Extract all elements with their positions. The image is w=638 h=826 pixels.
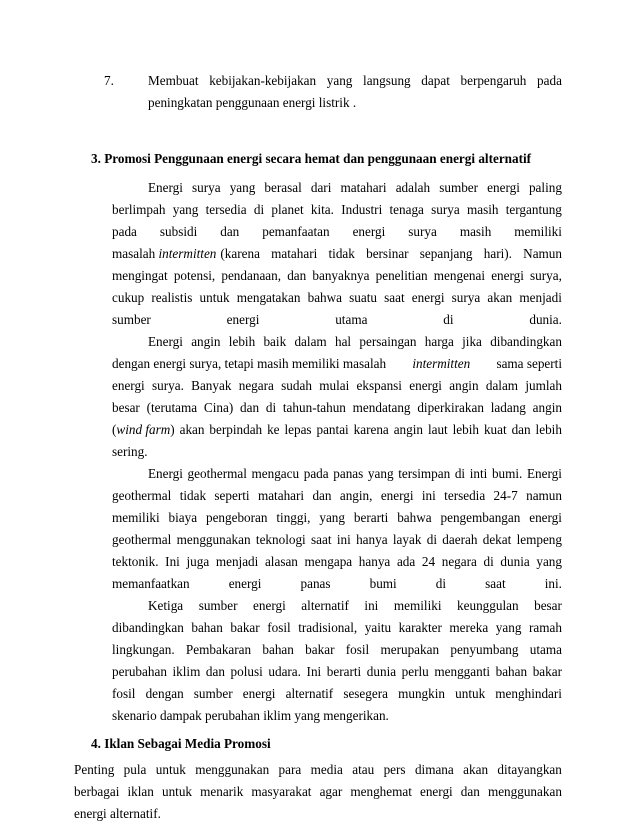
word: untuk bbox=[455, 686, 486, 701]
word: inti bbox=[469, 466, 488, 481]
word: langsung bbox=[363, 73, 411, 88]
word: ekspansi bbox=[356, 378, 402, 393]
word: realistis bbox=[151, 290, 193, 305]
word: yang bbox=[229, 180, 256, 195]
word: dan bbox=[287, 268, 307, 283]
word: dunia bbox=[500, 554, 530, 569]
word: pers bbox=[383, 762, 406, 777]
word: hari). bbox=[483, 246, 512, 261]
word: bumi bbox=[369, 576, 397, 591]
paragraph-line bbox=[112, 532, 562, 548]
word: dan bbox=[220, 224, 240, 239]
word: energi bbox=[419, 784, 453, 799]
word: ada bbox=[396, 554, 416, 569]
word: seperti bbox=[214, 488, 250, 503]
word: mengganti bbox=[434, 664, 491, 679]
word: besar bbox=[112, 400, 140, 415]
word: Energi bbox=[148, 180, 183, 195]
word: sumber bbox=[112, 312, 151, 327]
word: dapat bbox=[421, 73, 450, 88]
word: bersinar bbox=[366, 246, 409, 261]
word: baik bbox=[263, 334, 287, 349]
word: menggunakan bbox=[195, 762, 270, 777]
word: lebih bbox=[535, 422, 562, 437]
word: tidak bbox=[328, 246, 355, 261]
word: suatu bbox=[349, 290, 377, 305]
word: di bbox=[483, 554, 494, 569]
word: panas bbox=[333, 466, 364, 481]
word: dekat bbox=[482, 532, 512, 547]
word: matahari bbox=[257, 488, 305, 503]
word: pengembangan bbox=[440, 510, 521, 525]
word: besar bbox=[534, 598, 562, 613]
word: bumi. bbox=[491, 466, 523, 481]
word: planet bbox=[271, 202, 304, 217]
word: iklim bbox=[172, 664, 201, 679]
word: ramah bbox=[528, 620, 562, 635]
text-run: ( bbox=[112, 422, 117, 437]
word: angin, bbox=[339, 488, 373, 503]
word: tahun-tahun bbox=[282, 400, 346, 415]
word: tersedia bbox=[205, 202, 247, 217]
word: masih bbox=[466, 202, 499, 217]
word: energi bbox=[242, 686, 276, 701]
word: perlu bbox=[401, 664, 429, 679]
word: ini bbox=[336, 532, 351, 547]
word: yang bbox=[326, 73, 353, 88]
word: tidak bbox=[179, 488, 207, 503]
word: menggunakan bbox=[487, 784, 562, 799]
word: energi bbox=[411, 290, 445, 305]
word: angin bbox=[449, 378, 479, 393]
word: akan bbox=[179, 422, 205, 437]
word: berarti bbox=[326, 664, 362, 679]
word: bahan bbox=[191, 620, 223, 635]
word: berbagai bbox=[74, 784, 120, 799]
italic-term: intermitten bbox=[412, 356, 471, 371]
word: dalam bbox=[294, 334, 327, 349]
word: alternatif bbox=[301, 598, 349, 613]
word: para bbox=[278, 762, 302, 777]
text-run: sama seperti bbox=[496, 356, 562, 371]
word: geothermal bbox=[112, 488, 172, 503]
word: bahan bbox=[262, 642, 294, 657]
word: kuat bbox=[483, 422, 507, 437]
italic-term: intermitten bbox=[158, 246, 217, 261]
word: dan bbox=[312, 488, 332, 503]
word: saat bbox=[311, 532, 332, 547]
word: berarti bbox=[353, 510, 389, 525]
word: sesegera bbox=[343, 686, 388, 701]
text-run: masalah bbox=[112, 246, 156, 261]
word: paling bbox=[528, 180, 562, 195]
word: mulai bbox=[319, 378, 350, 393]
word: bakar bbox=[532, 664, 562, 679]
word: energi bbox=[380, 488, 414, 503]
word: dari bbox=[310, 180, 332, 195]
word: energi bbox=[352, 224, 386, 239]
word: Energi bbox=[526, 466, 562, 481]
word: mengapa bbox=[304, 554, 353, 569]
word: energi bbox=[226, 312, 260, 327]
paragraph-line bbox=[112, 246, 562, 262]
word: media bbox=[310, 762, 343, 777]
text-run bbox=[170, 422, 562, 438]
word: dan bbox=[240, 400, 260, 415]
word: dengan bbox=[145, 686, 184, 701]
word: sumber bbox=[198, 598, 238, 613]
word: bahwa bbox=[397, 510, 432, 525]
word: utama bbox=[335, 312, 368, 327]
word: pantai bbox=[316, 422, 349, 437]
word: fosil bbox=[267, 620, 291, 635]
word: energi bbox=[487, 180, 520, 195]
word: mengacu bbox=[251, 466, 300, 481]
word: banyaknya bbox=[312, 268, 370, 283]
word: ladang bbox=[490, 400, 526, 415]
word: dunia. bbox=[529, 312, 562, 327]
paragraph-line bbox=[74, 784, 562, 800]
word: potensi, bbox=[173, 268, 216, 283]
word: ) bbox=[170, 422, 175, 437]
section-heading-3: 3. Promosi Penggunaan energi secara hemat dan penggunaan energi alternatif bbox=[91, 151, 532, 166]
word: angin bbox=[532, 400, 562, 415]
list-item-line bbox=[148, 73, 562, 89]
word: surya. bbox=[152, 378, 184, 393]
word: dimana bbox=[414, 762, 454, 777]
word: lingkungan. bbox=[112, 642, 175, 657]
word: namun bbox=[526, 488, 562, 503]
word: yang bbox=[172, 202, 199, 217]
word: berlimpah bbox=[112, 202, 166, 217]
word: Banyak bbox=[191, 378, 232, 393]
word: juga bbox=[186, 554, 210, 569]
word: ini bbox=[364, 598, 379, 613]
word: geothermal bbox=[187, 466, 247, 481]
word: menjadi bbox=[215, 554, 259, 569]
word: fosil bbox=[345, 642, 370, 657]
word: Ini bbox=[306, 664, 322, 679]
word: energi bbox=[112, 378, 145, 393]
word: jika bbox=[462, 334, 482, 349]
paragraph-line bbox=[112, 224, 562, 240]
word: alternatif bbox=[285, 686, 334, 701]
word: dan bbox=[511, 422, 531, 437]
word: merupakan bbox=[380, 642, 440, 657]
word: mungkin bbox=[398, 686, 445, 701]
word: surya bbox=[451, 290, 481, 305]
word: di bbox=[265, 400, 277, 415]
word: dan bbox=[205, 664, 225, 679]
word: sumber bbox=[193, 686, 233, 701]
word: laut bbox=[427, 422, 448, 437]
word: dalam bbox=[485, 378, 519, 393]
word: pula bbox=[123, 762, 147, 777]
word: sepanjang bbox=[419, 246, 473, 261]
word: biaya bbox=[168, 510, 198, 525]
word: Membuat bbox=[148, 73, 199, 88]
word: energi bbox=[409, 378, 442, 393]
word: pada bbox=[303, 466, 329, 481]
word: yaitu bbox=[364, 620, 392, 635]
word: tradisional, bbox=[298, 620, 358, 635]
word: energi bbox=[491, 268, 524, 283]
word: menggunakan bbox=[176, 532, 251, 547]
word: tergantung bbox=[505, 202, 562, 217]
word: pada bbox=[112, 224, 137, 239]
word: hal bbox=[334, 334, 352, 349]
word: ke bbox=[267, 422, 280, 437]
word: sudah bbox=[281, 378, 312, 393]
word: pemanfaatan bbox=[262, 224, 330, 239]
word: ini bbox=[421, 488, 436, 503]
word: Namun bbox=[523, 246, 562, 261]
paragraph-line bbox=[112, 576, 562, 592]
paragraph-line: skenario dampak perubahan iklim yang mengerikan. bbox=[112, 708, 389, 723]
word: karena bbox=[353, 422, 389, 437]
word: surya, bbox=[530, 268, 562, 283]
word: lepas bbox=[284, 422, 312, 437]
paragraph-line bbox=[112, 488, 562, 504]
paragraph-line bbox=[112, 664, 562, 680]
paragraph-line bbox=[112, 312, 562, 328]
word: tersimpan bbox=[398, 466, 451, 481]
word: lempeng bbox=[516, 532, 562, 547]
word: matahari bbox=[271, 246, 318, 261]
word: (terutama bbox=[146, 400, 198, 415]
word: tinggi, bbox=[276, 510, 311, 525]
word: tektonik. bbox=[112, 554, 159, 569]
word: berpindah bbox=[209, 422, 263, 437]
word: ini. bbox=[544, 576, 562, 591]
word: dan bbox=[460, 784, 480, 799]
word: surya bbox=[431, 202, 460, 217]
paragraph-line bbox=[112, 422, 562, 438]
word: penyumbang bbox=[450, 642, 519, 657]
word: agar bbox=[319, 784, 343, 799]
word: mengingat bbox=[112, 268, 168, 283]
word: masih bbox=[459, 224, 492, 239]
word: Cina) bbox=[203, 400, 234, 415]
paragraph-line bbox=[112, 642, 562, 658]
word: surya bbox=[408, 224, 437, 239]
word: cukup bbox=[112, 290, 145, 305]
word: negara bbox=[441, 554, 477, 569]
paragraph-line bbox=[74, 762, 562, 778]
word: persaingan bbox=[359, 334, 417, 349]
word: karakter bbox=[398, 620, 442, 635]
word: menarik bbox=[200, 784, 244, 799]
word: pada bbox=[537, 73, 562, 88]
paragraph-line bbox=[148, 180, 562, 196]
paragraph-line bbox=[112, 554, 562, 570]
word: untuk bbox=[155, 762, 186, 777]
word: penelitian bbox=[375, 268, 428, 283]
word: berasal bbox=[264, 180, 302, 195]
word: mendatang bbox=[352, 400, 411, 415]
word: (karena bbox=[220, 246, 260, 261]
word: berpengaruh bbox=[460, 73, 527, 88]
paragraph-line: energi alternatif. bbox=[74, 806, 161, 821]
word: 24-7 bbox=[493, 488, 518, 503]
word: mereka bbox=[449, 620, 489, 635]
word: utama bbox=[529, 642, 562, 657]
word: 24 bbox=[421, 554, 436, 569]
word: akan bbox=[463, 762, 489, 777]
word: bahwa bbox=[307, 290, 343, 305]
text-run: dengan energi surya, tetapi masih memiliki masalah bbox=[112, 356, 387, 371]
paragraph-line bbox=[148, 466, 562, 482]
text-run bbox=[220, 246, 562, 262]
word: saat bbox=[485, 576, 506, 591]
paragraph-line bbox=[112, 400, 562, 416]
word: ditayangkan bbox=[497, 762, 562, 777]
word: geothermal bbox=[112, 532, 172, 547]
section-heading-4: 4. Iklan Sebagai Media Promosi bbox=[91, 736, 271, 751]
word: tersedia bbox=[444, 488, 486, 503]
word: dibandingkan bbox=[112, 620, 184, 635]
word: kita. bbox=[310, 202, 334, 217]
list-item-number: 7. bbox=[104, 73, 114, 88]
paragraph-line bbox=[112, 268, 562, 284]
word: udara. bbox=[268, 664, 301, 679]
italic-term: wind farm bbox=[116, 422, 171, 437]
word: bakar bbox=[305, 642, 335, 657]
word: Ketiga bbox=[148, 598, 184, 613]
paragraph-line bbox=[112, 378, 562, 394]
word: lebih bbox=[228, 334, 256, 349]
word: di bbox=[426, 532, 437, 547]
word: Energi bbox=[148, 466, 183, 481]
word: memanfaatkan bbox=[112, 576, 190, 591]
word: panas bbox=[300, 576, 331, 591]
paragraph-line bbox=[112, 202, 562, 218]
word: angin bbox=[393, 422, 424, 437]
word: pendanaan, bbox=[221, 268, 282, 283]
word: Energi bbox=[148, 334, 183, 349]
word: Pembakaran bbox=[185, 642, 252, 657]
word: yang bbox=[536, 554, 562, 569]
word: pengeboran bbox=[205, 510, 268, 525]
word: untuk bbox=[161, 784, 193, 799]
word: hanya bbox=[358, 554, 391, 569]
word: masyarakat bbox=[251, 784, 312, 799]
list-item-text: peningkatan penggunaan energi listrik . bbox=[148, 95, 357, 110]
paragraph-line bbox=[112, 686, 562, 702]
word: akan bbox=[487, 290, 513, 305]
word: memiliki bbox=[112, 510, 160, 525]
word: yang bbox=[495, 620, 522, 635]
word: surya bbox=[192, 180, 221, 195]
word: atau bbox=[352, 762, 375, 777]
word: dunia bbox=[366, 664, 397, 679]
word: iklan bbox=[127, 784, 154, 799]
word: mengenai bbox=[433, 268, 486, 283]
word: menghemat bbox=[350, 784, 412, 799]
word: mengatakan bbox=[236, 290, 301, 305]
word: fosil bbox=[112, 686, 136, 701]
word: energi bbox=[228, 576, 262, 591]
word: yang bbox=[319, 510, 345, 525]
word: harga bbox=[424, 334, 454, 349]
word: lebih bbox=[452, 422, 480, 437]
word: daerah bbox=[442, 532, 478, 547]
word: energi bbox=[253, 598, 286, 613]
word: angin bbox=[191, 334, 221, 349]
word: keunggulan bbox=[457, 598, 519, 613]
word: perubahan bbox=[112, 664, 167, 679]
word: negara bbox=[238, 378, 274, 393]
word: energi bbox=[529, 510, 562, 525]
word: kebijakan-kebijakan bbox=[209, 73, 317, 88]
paragraph-line bbox=[112, 290, 562, 306]
word: menjadi bbox=[519, 290, 562, 305]
word: sumber bbox=[439, 180, 479, 195]
paragraph-line bbox=[112, 356, 562, 372]
word: hanya bbox=[356, 532, 388, 547]
word: dibandingkan bbox=[490, 334, 562, 349]
word: teknologi bbox=[255, 532, 306, 547]
word: matahari bbox=[340, 180, 387, 195]
word: alasan bbox=[264, 554, 298, 569]
word: di bbox=[443, 312, 454, 327]
paragraph-line bbox=[112, 620, 562, 636]
word: Industri bbox=[341, 202, 383, 217]
word: bakar bbox=[230, 620, 260, 635]
word: subsidi bbox=[159, 224, 198, 239]
word: di bbox=[253, 202, 265, 217]
word: memiliki bbox=[514, 224, 562, 239]
word: memiliki bbox=[393, 598, 442, 613]
paragraph-line bbox=[148, 334, 562, 350]
word: jumlah bbox=[525, 378, 562, 393]
word: menghindari bbox=[495, 686, 562, 701]
word: di bbox=[454, 466, 466, 481]
word: layak bbox=[392, 532, 422, 547]
word: bahan bbox=[495, 664, 528, 679]
word: di bbox=[435, 576, 447, 591]
paragraph-line bbox=[112, 510, 562, 526]
word: diperkirakan bbox=[417, 400, 484, 415]
word: saat bbox=[384, 290, 405, 305]
word: yang bbox=[367, 466, 394, 481]
word: untuk bbox=[199, 290, 230, 305]
word: Ini bbox=[165, 554, 180, 569]
word: Penting bbox=[74, 762, 115, 777]
paragraph-line bbox=[148, 598, 562, 614]
word: polusi bbox=[230, 664, 263, 679]
word: adalah bbox=[395, 180, 431, 195]
paragraph-line: sering. bbox=[112, 444, 148, 459]
word: tenaga bbox=[389, 202, 424, 217]
